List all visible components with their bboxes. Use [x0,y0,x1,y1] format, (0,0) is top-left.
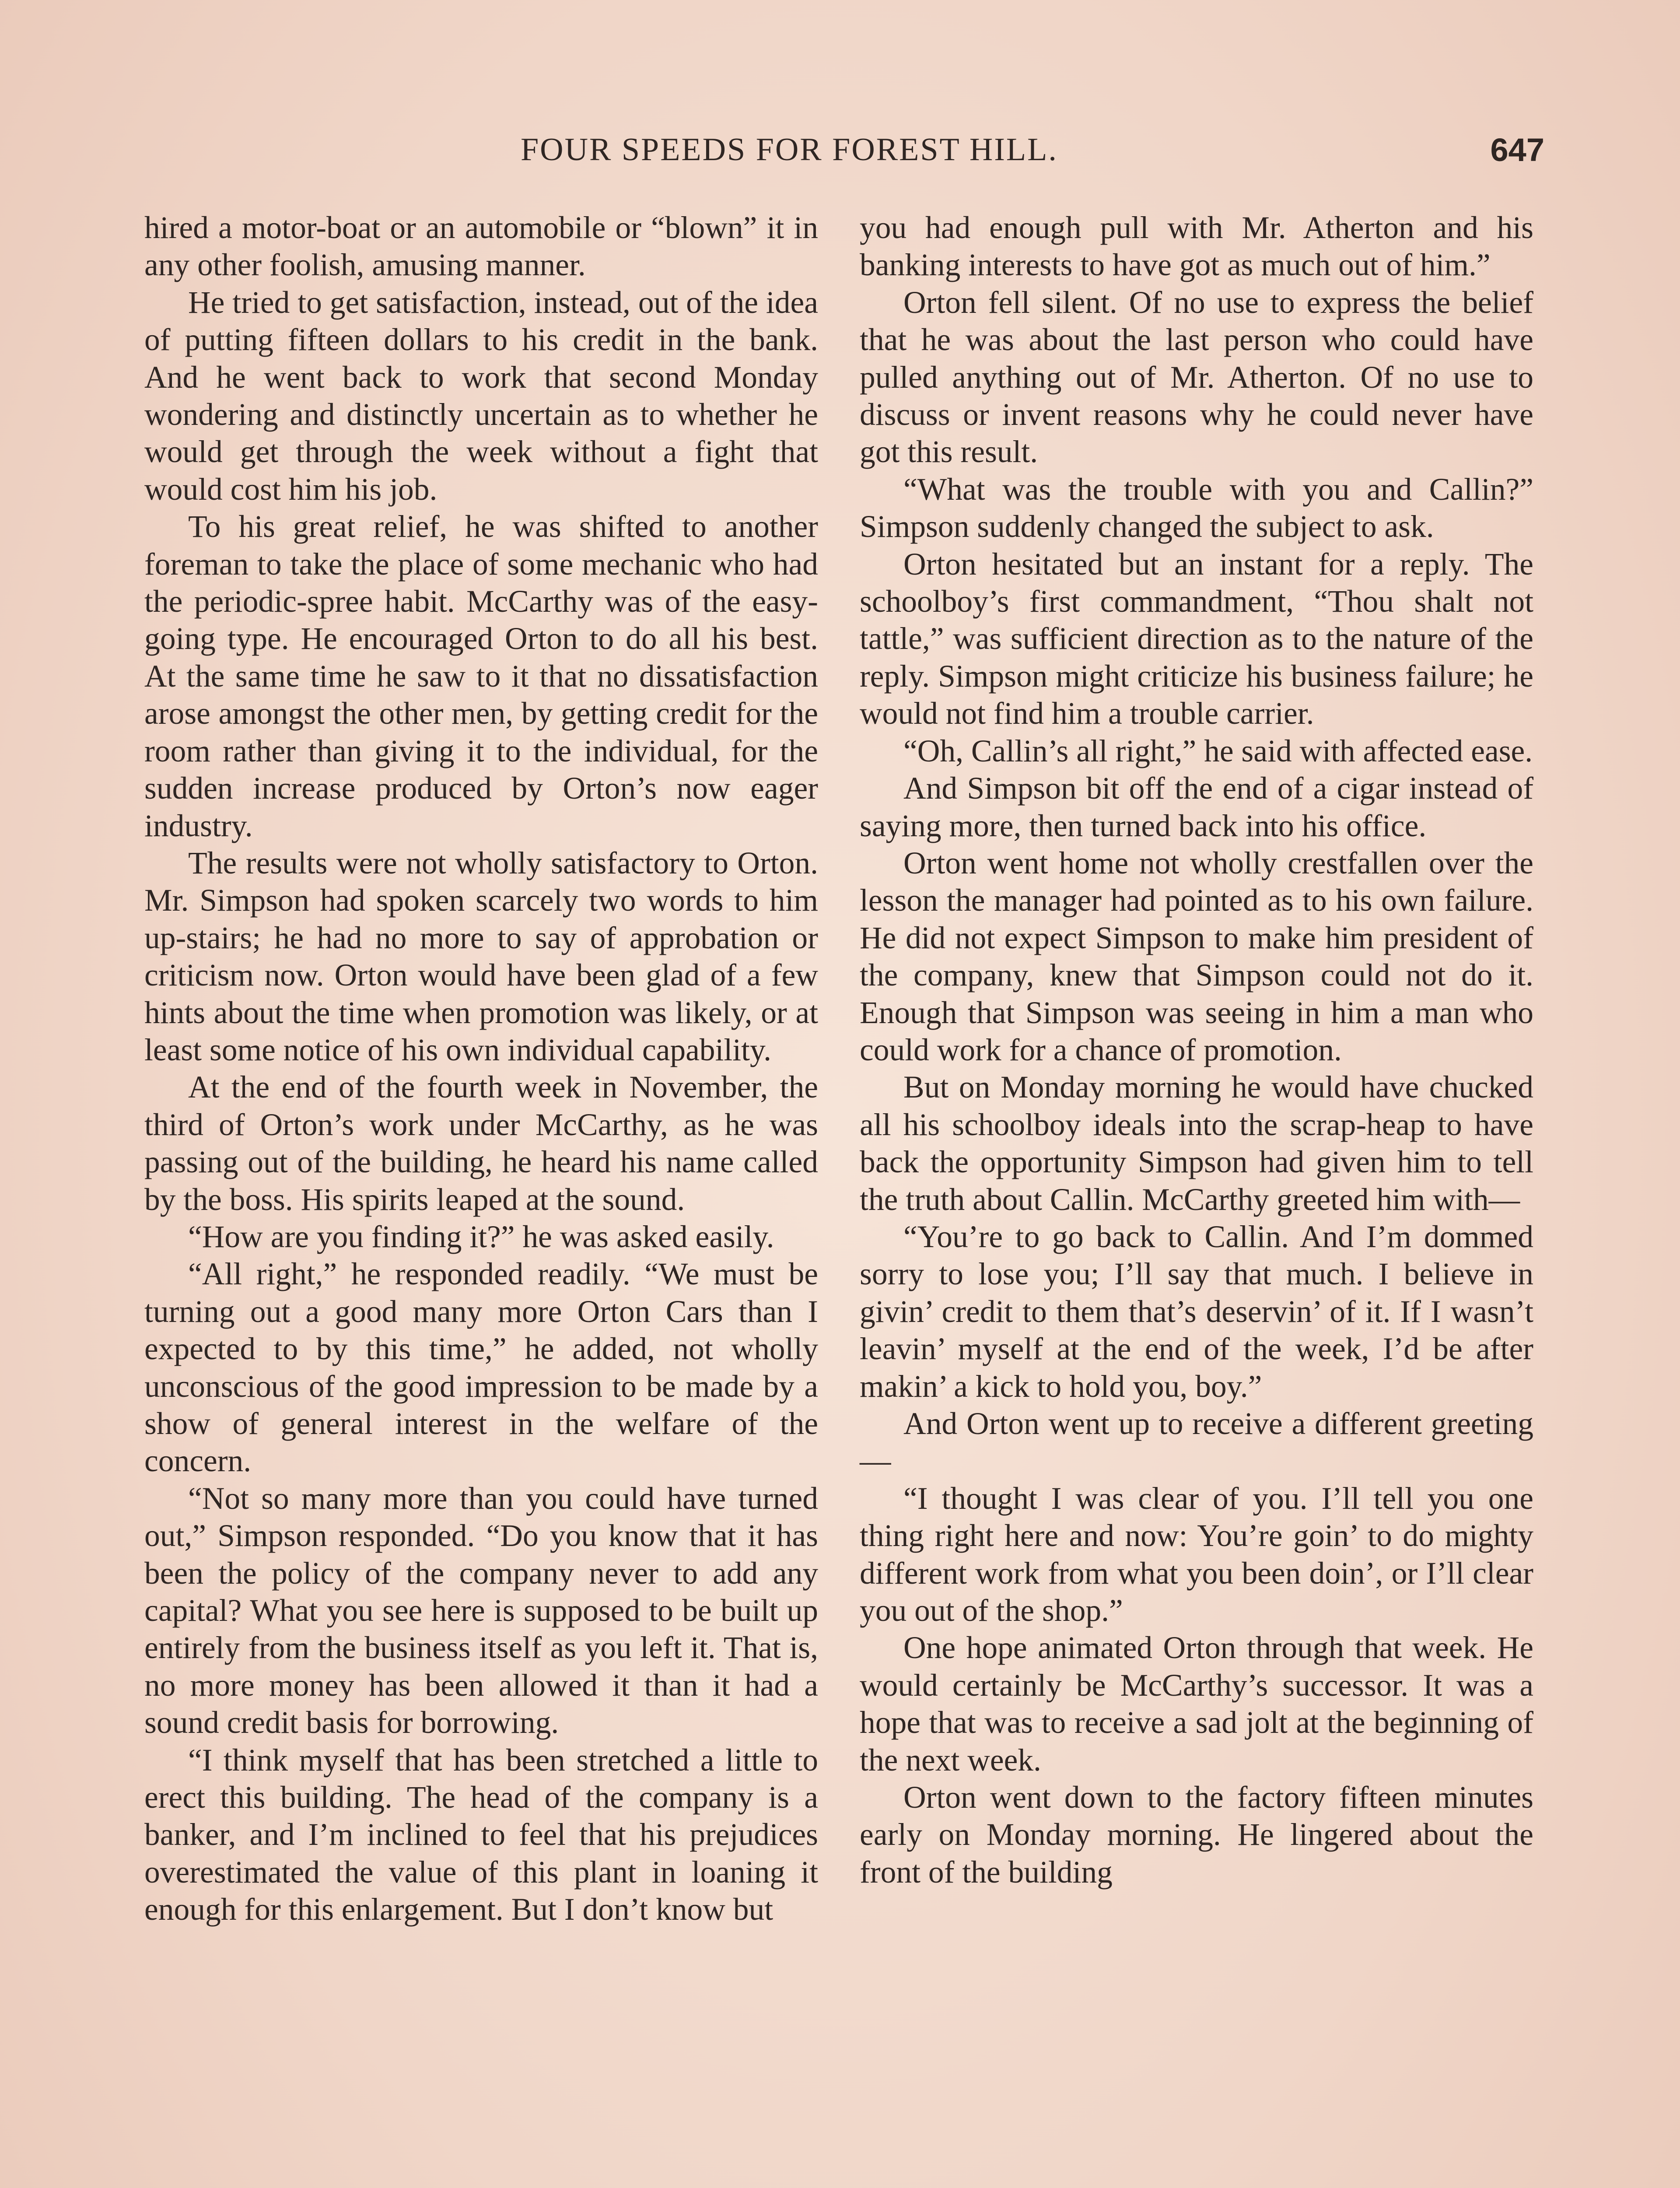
paragraph: And Orton went up to receive a different greeting— [860,1406,1533,1479]
paragraph: Orton hesitated but an instant for a reply. The schoolboy’s first commandment, “Thou shalt not tattle,” was sufficient direction as to the nature of the reply. Simpson might criticize his business failure; he would not find him a trouble carrier. [860,547,1533,731]
paragraph: But on Monday morning he would have chucked all his schoolboy ideals into the scrap-heap to have back the opportunity Simpson had given him to tell the truth about Callin. McCarthy greeted him with— [860,1070,1533,1217]
paragraph: Orton went home not wholly crestfallen over the lesson the manager had pointed as to his own failure. He did not expect Simpson to make him president of the company, knew that Simpson could not do it. Enough that Simpson was seeing in him a man who could work for a chance of promotion. [860,845,1533,1067]
page-number: 647 [1490,132,1544,168]
paragraph: One hope animated Orton through that week. He would certainly be McCarthy’s successor. It was a hope that was to receive a sad jolt at the beginning of the next week. [860,1630,1533,1778]
paragraph: At the end of the fourth week in November, the third of Orton’s work under McCarthy, as he was passing out of the building, he heard his name called by the boss. His spirits leaped at the sound. [144,1070,818,1217]
paragraph: “You’re to go back to Callin. And I’m dommed sorry to lose you; I’ll say that much. I believe in givin’ credit to them that’s deservin’ of it. If I wasn’t leavin’ myself at the end of the week, I’d be after makin’ a kick to hold you, boy.” [860,1219,1533,1404]
paragraph: He tried to get satisfaction, instead, out of the idea of putting fifteen dollars to his credit in the bank. And he went back to work that second Monday wondering and distinctly uncertain as to whether he would get through the week without a fight that would cost him his job. [144,285,818,507]
paragraph: The results were not wholly satisfactory to Orton. Mr. Simpson had spoken scarcely two words to him up-stairs; he had no more to say of approbation or criticism now. Orton would have been glad of a few hints about the time when promotion was likely, or at least some notice of his own individual capability. [144,845,818,1067]
paragraph: hired a motor-boat or an automobile or “blown” it in any other foolish, amusing manner. [144,210,818,283]
running-head [144,131,1544,179]
paragraph: Orton fell silent. Of no use to express the belief that he was about the last person who could have pulled anything out of Mr. Atherton. Of no use to discuss or invent reasons why he could never have got this result. [860,285,1533,470]
paragraph: “How are you finding it?” he was asked easily. [188,1219,774,1254]
paragraph: “Not so many more than you could have turned out,” Simpson responded. “Do you know that it has been the policy of the company never to add any capital? What you see here is supposed to be built up entirely from the business itself as you left it. That is, no more money has been allowed it than it had a sound credit basis for borrowing. [144,1481,818,1740]
paragraph: To his great relief, he was shifted to another foreman to take the place of some mechanic who had the periodic-spree habit. McCarthy was of the easy-going type. He encouraged Orton to do all his best. At the same time he saw to it that no dissatisfaction arose amongst the other men, by getting credit for the room rather than giving it to the individual, for the sudden increase produced by Orton’s now eager industry. [144,509,818,843]
paragraph: “I think myself that has been stretched a little to erect this building. The head of the company is a banker, and I’m inclined to feel that his prejudices overestimated the value of this plant in loaning it enough for this enlargement. But I don’t know but [144,1743,818,1927]
paragraph: “I thought I was clear of you. I’ll tell you one thing right here and now: You’re goin’ to do mighty different work from what you been doin’, or I’ll clear you out of the shop.” [860,1481,1533,1628]
right-column [860,209,1533,1891]
paragraph: “What was the trouble with you and Callin?” Simpson suddenly changed the subject to ask. [860,472,1533,544]
story-title: FOUR SPEEDS FOR FOREST HILL. [521,132,1058,168]
paragraph: you had enough pull with Mr. Atherton and his banking interests to have got as much out of him.” [860,210,1533,283]
paragraph: And Simpson bit off the end of a cigar instead of saying more, then turned back into his office. [860,771,1533,843]
left-column [144,209,818,1929]
paragraph: “Oh, Callin’s all right,” he said with affected ease. [903,733,1533,768]
paragraph: “All right,” he responded readily. “We must be turning out a good many more Orton Cars than I expected to by this time,” he added, not wholly unconscious of the good impression to be made by a show of general interest in the welfare of the concern. [144,1257,818,1479]
paragraph: Orton went down to the factory fifteen minutes early on Monday morning. He lingered about the front of the building [860,1780,1533,1890]
